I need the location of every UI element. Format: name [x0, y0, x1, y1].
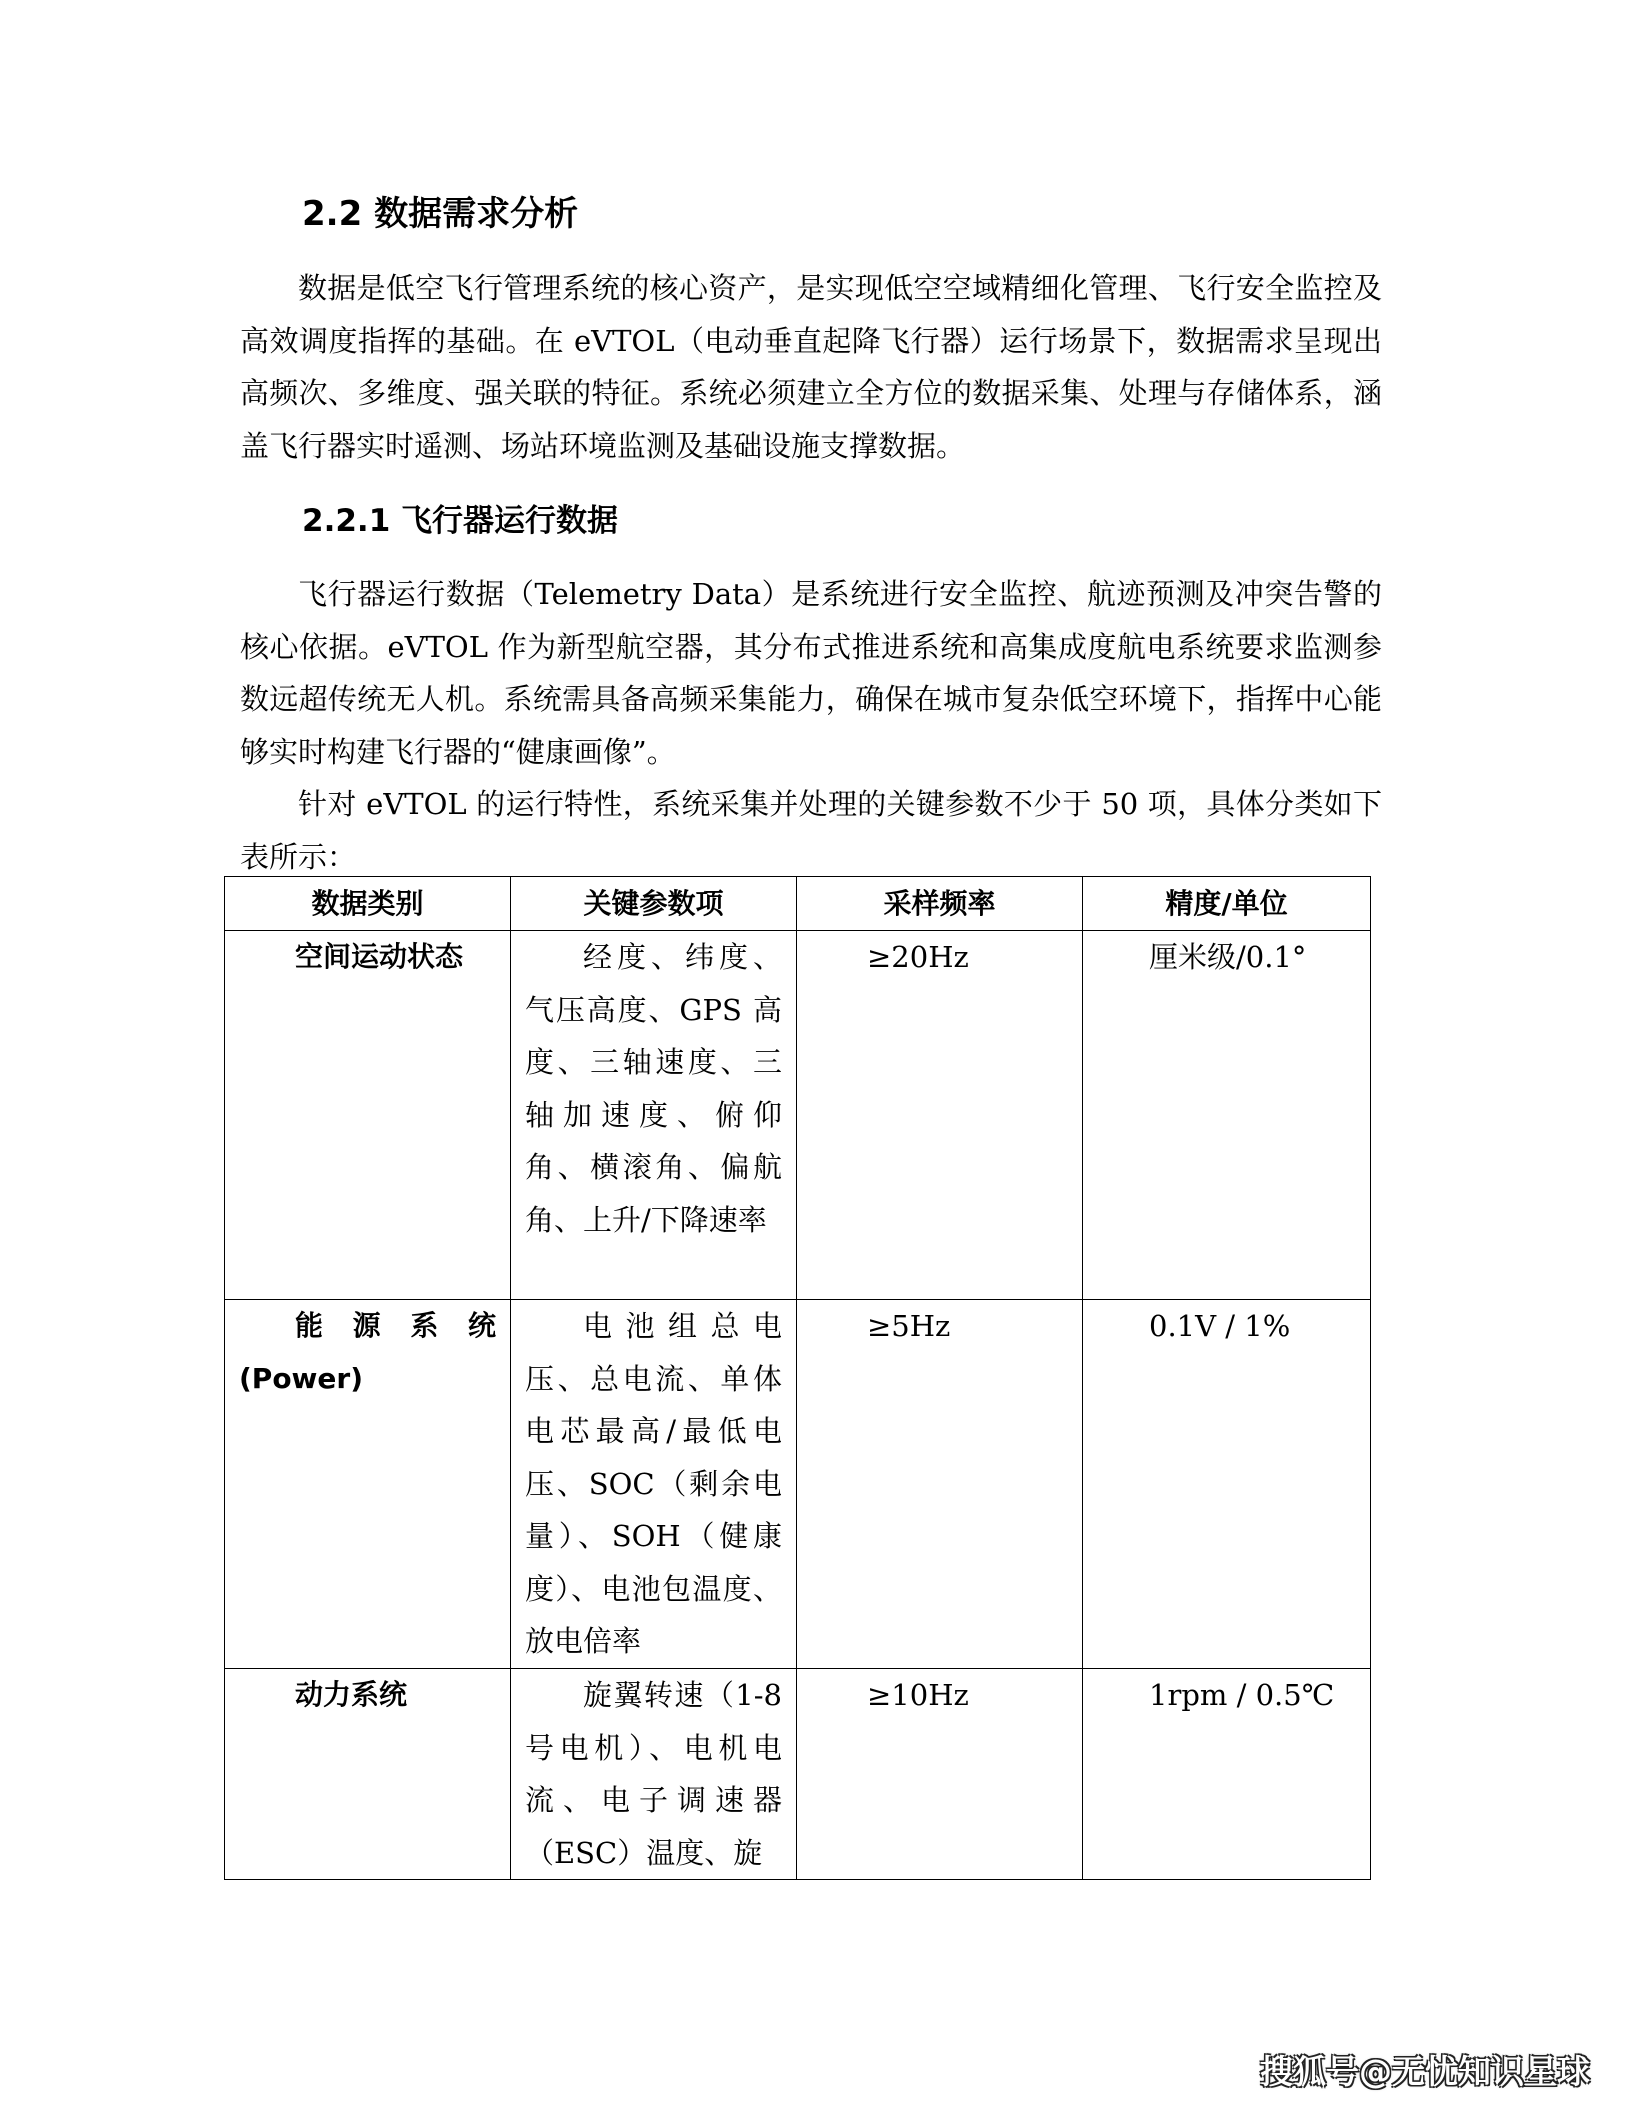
cell-frequency: ≥5Hz: [797, 1300, 1083, 1669]
cell-params: 经度、纬度、气压高度、GPS 高度、三轴速度、三轴加速度、俯仰角、横滚角、偏航角、上升/下降速率: [511, 931, 797, 1300]
subsection-heading: 2.2.1 飞行器运行数据: [302, 503, 619, 539]
header-frequency: 采样频率: [797, 877, 1083, 931]
cell-params: 电池组总电压、总电流、单体电芯最高/最低电压、SOC（剩余电量）、SOH（健康度）、电池包温度、放电倍率: [511, 1300, 797, 1669]
cell-category: 动力系统: [225, 1669, 511, 1880]
cell-category: 空间运动状态: [225, 931, 511, 1300]
header-precision: 精度/单位: [1083, 877, 1371, 931]
subsection-paragraph-2: 针对 eVTOL 的运行特性，系统采集并处理的关键参数不少于 50 项，具体分类如下表所示：: [240, 787, 1382, 874]
telemetry-parameter-table: [224, 876, 1371, 1880]
cell-precision: 1rpm / 0.5℃: [1083, 1669, 1371, 1880]
cell-params: 旋翼转速（1-8 号电机）、电机电流、电子调速器（ESC）温度、旋: [511, 1669, 797, 1880]
section-paragraph: 数据是低空飞行管理系统的核心资产，是实现低空空域精细化管理、飞行安全监控及高效调度指挥的基础。在 eVTOL（电动垂直起降飞行器）运行场景下，数据需求呈现出高频次、多维度、强关联的特征。系统必须建立全方位的数据采集、处理与存储体系，涵盖飞行器实时遥测、场站环境监测及基础设施支撑数据。: [240, 271, 1382, 463]
table-row: [225, 1669, 1371, 1880]
header-category: 数据类别: [225, 877, 511, 931]
cell-precision: 厘米级/0.1°: [1083, 931, 1371, 1300]
cell-category: 能源系统(Power): [225, 1300, 511, 1669]
table-row: [225, 931, 1371, 1300]
table-header-row: [225, 877, 1371, 931]
header-params: 关键参数项: [511, 877, 797, 931]
table-row: [225, 1300, 1371, 1669]
subsection-paragraph-1: 飞行器运行数据（Telemetry Data）是系统进行安全监控、航迹预测及冲突告警的核心依据。eVTOL 作为新型航空器，其分布式推进系统和高集成度航电系统要求监测参数远超传统无人机。系统需具备高频采集能力，确保在城市复杂低空环境下，指挥中心能够实时构建飞行器的“健康画像”。: [240, 577, 1382, 769]
source-watermark: 搜狐号@无忧知识星球: [1260, 2052, 1590, 2091]
section-heading: 2.2 数据需求分析: [302, 194, 579, 234]
cell-frequency: ≥20Hz: [797, 931, 1083, 1300]
cell-precision: 0.1V / 1%: [1083, 1300, 1371, 1669]
cell-frequency: ≥10Hz: [797, 1669, 1083, 1880]
